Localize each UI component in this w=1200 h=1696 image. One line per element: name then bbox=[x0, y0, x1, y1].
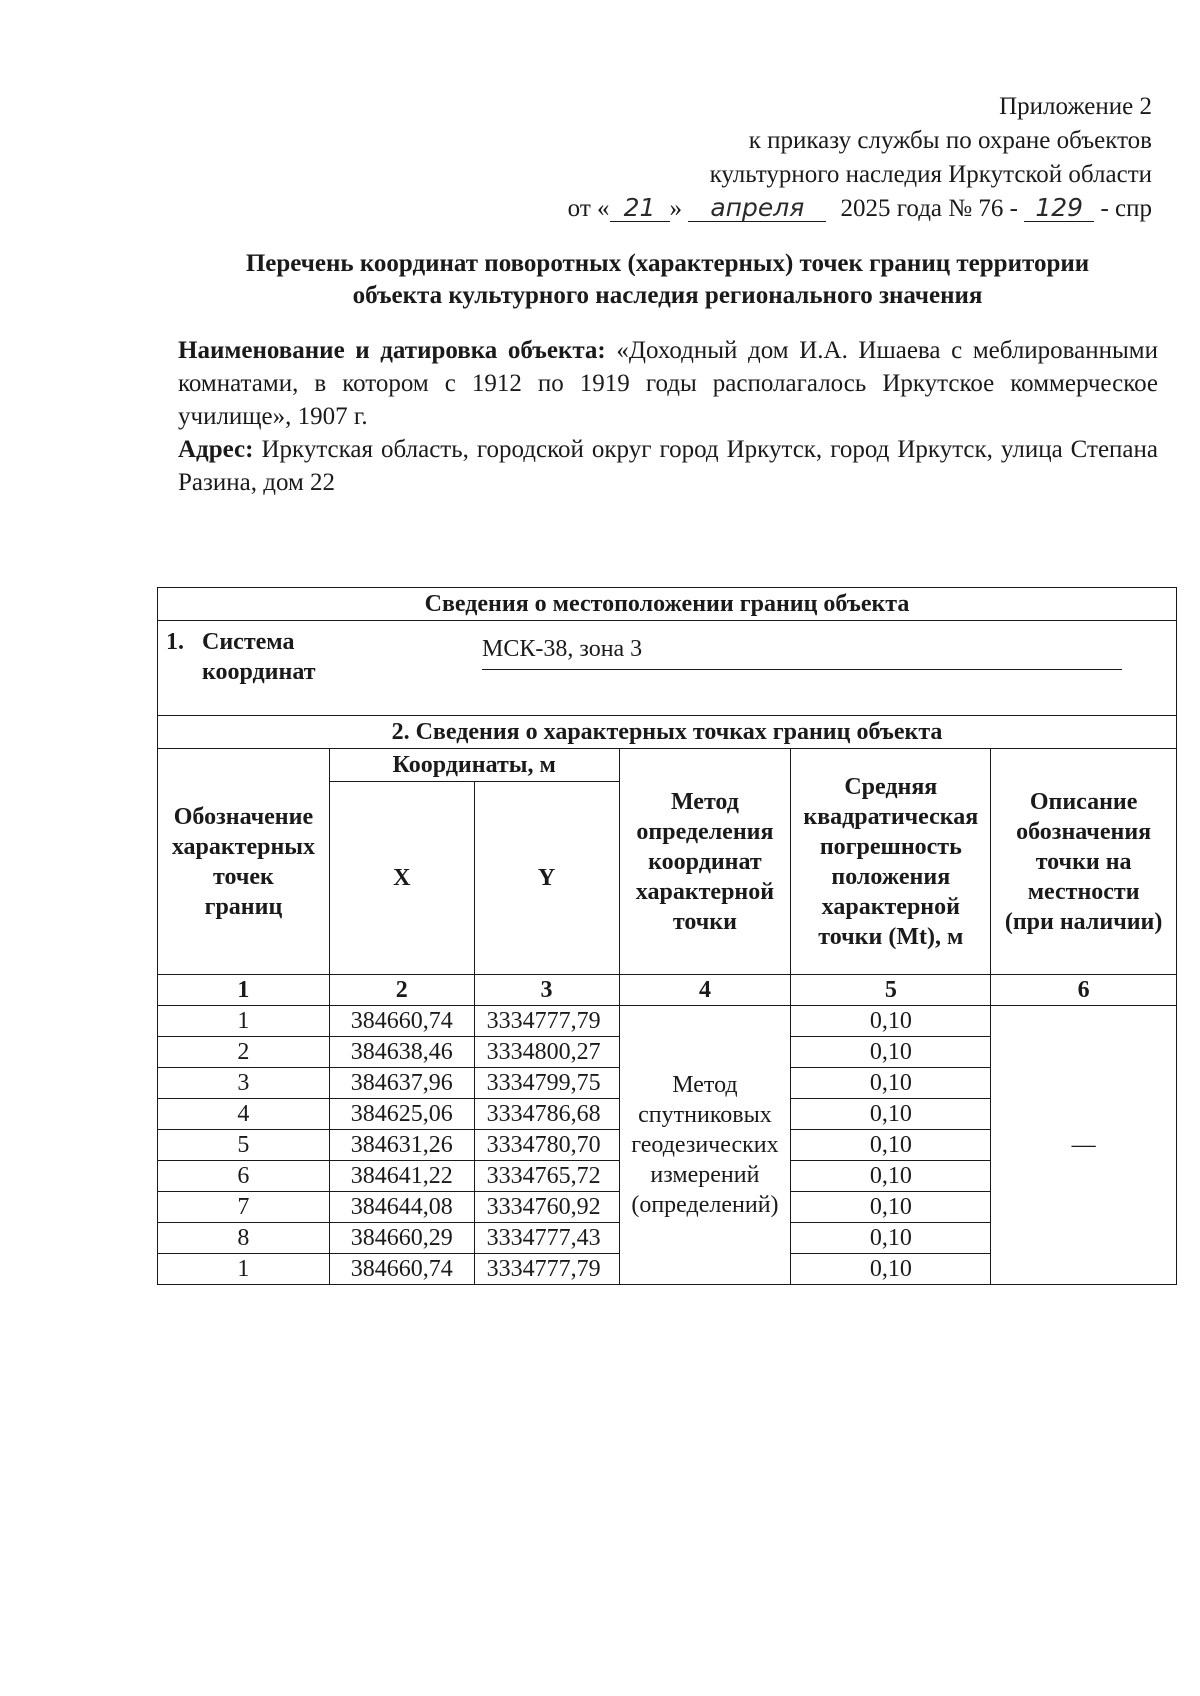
coordinate-system-row bbox=[158, 621, 1177, 716]
coordinate-y: 3334760,92 bbox=[474, 1192, 619, 1223]
order-header bbox=[452, 90, 1152, 226]
handwritten-order-number: 129 bbox=[1024, 195, 1094, 222]
col-error-header: Средняя квадратическая погрешность положения характерной точки (Mt), м bbox=[791, 749, 991, 975]
mean-square-error: 0,10 bbox=[791, 1006, 991, 1037]
coordinate-x: 384637,96 bbox=[329, 1068, 474, 1099]
coordinate-x: 384660,29 bbox=[329, 1223, 474, 1254]
coordinate-x: 384631,26 bbox=[329, 1130, 474, 1161]
coordinate-y: 3334777,43 bbox=[474, 1223, 619, 1254]
mean-square-error: 0,10 bbox=[791, 1161, 991, 1192]
point-designation: 3 bbox=[158, 1068, 330, 1099]
mean-square-error: 0,10 bbox=[791, 1223, 991, 1254]
point-designation: 1 bbox=[158, 1254, 330, 1285]
order-date-number-line bbox=[452, 192, 1152, 226]
coordinate-system-label-1: Система bbox=[202, 629, 295, 655]
mean-square-error: 0,10 bbox=[791, 1099, 991, 1130]
coordinate-y: 3334765,72 bbox=[474, 1161, 619, 1192]
coordinates-table bbox=[157, 587, 1177, 1285]
order-reference-line: к приказу службы по охране объектов bbox=[748, 127, 1152, 154]
table-row bbox=[158, 1006, 1177, 1037]
coordinate-x: 384638,46 bbox=[329, 1037, 474, 1068]
agency-line: культурного наследия Иркутской области bbox=[709, 161, 1152, 188]
col-number-2: 2 bbox=[329, 975, 474, 1006]
mean-square-error: 0,10 bbox=[791, 1254, 991, 1285]
point-designation: 8 bbox=[158, 1223, 330, 1254]
coordinate-x: 384660,74 bbox=[329, 1006, 474, 1037]
coordinate-y: 3334799,75 bbox=[474, 1068, 619, 1099]
col-description-header: Описание обозначения точки на местности (при наличии) bbox=[991, 749, 1177, 975]
title-line-1: Перечень координат поворотных (характерных) точек границ территории bbox=[245, 250, 1090, 277]
column-header-row-1 bbox=[158, 749, 1177, 782]
mean-square-error: 0,10 bbox=[791, 1130, 991, 1161]
col-coordinates-header: Координаты, м bbox=[329, 749, 619, 782]
handwritten-day: 21 bbox=[610, 195, 670, 222]
date-prefix: от « bbox=[567, 195, 610, 222]
col-number-5: 5 bbox=[791, 975, 991, 1006]
section1-title: Сведения о местоположении границ объекта bbox=[158, 588, 1177, 621]
object-name-value: «Доходный дом И.А. Ишаева с меблированными комнатами, в котором с 1912 по 1919 годы располагалось Иркутское коммерческое училище», 1907 г. bbox=[178, 337, 1159, 430]
coordinate-x: 384641,22 bbox=[329, 1161, 474, 1192]
date-suffix: » bbox=[669, 195, 683, 222]
coordinate-system-value: МСК-38, зона 3 bbox=[482, 633, 1122, 670]
coordinate-y: 3334777,79 bbox=[474, 1006, 619, 1037]
col-number-6: 6 bbox=[991, 975, 1177, 1006]
coordinate-y: 3334800,27 bbox=[474, 1037, 619, 1068]
col-method-header: Метод определения координат характерной точки bbox=[619, 749, 791, 975]
section2-header-row bbox=[158, 716, 1177, 749]
order-suffix: - спр bbox=[1100, 195, 1152, 222]
section1-header-row bbox=[158, 588, 1177, 621]
coordinate-y: 3334780,70 bbox=[474, 1130, 619, 1161]
coordinate-system-label-2: координат bbox=[202, 659, 316, 685]
description-cell: — bbox=[991, 1006, 1177, 1285]
col-x-header: X bbox=[329, 782, 474, 975]
address-value: Иркутская область, городской округ город Иркутск, город Иркутск, улица Степана Разина, дом 22 bbox=[178, 436, 1159, 496]
point-designation: 4 bbox=[158, 1099, 330, 1130]
coordinate-system-cell bbox=[158, 621, 1177, 716]
coordinate-x: 384625,06 bbox=[329, 1099, 474, 1130]
address-paragraph bbox=[178, 433, 1158, 499]
section2-title: 2. Сведения о характерных точках границ объекта bbox=[158, 716, 1177, 749]
point-designation: 6 bbox=[158, 1161, 330, 1192]
point-designation: 7 bbox=[158, 1192, 330, 1223]
mean-square-error: 0,10 bbox=[791, 1192, 991, 1223]
point-designation: 1 bbox=[158, 1006, 330, 1037]
mean-square-error: 0,10 bbox=[791, 1068, 991, 1099]
coordinate-y: 3334786,68 bbox=[474, 1099, 619, 1130]
col-number-4: 4 bbox=[619, 975, 791, 1006]
object-name-label: Наименование и датировка объекта: bbox=[178, 337, 606, 364]
point-designation: 2 bbox=[158, 1037, 330, 1068]
col-y-header: Y bbox=[474, 782, 619, 975]
handwritten-month: апреля bbox=[688, 195, 826, 222]
point-designation: 5 bbox=[158, 1130, 330, 1161]
year-order-text: 2025 года № 76 - bbox=[840, 195, 1018, 222]
col-number-1: 1 bbox=[158, 975, 330, 1006]
column-number-row bbox=[158, 975, 1177, 1006]
col-designation-header: Обозначение характерных точек границ bbox=[158, 749, 330, 975]
method-cell: Метод спутниковых геодезических измерений (определений) bbox=[619, 1006, 791, 1285]
coordinate-x: 384644,08 bbox=[329, 1192, 474, 1223]
object-info bbox=[178, 334, 1158, 499]
coordinate-system-label bbox=[166, 627, 316, 687]
mean-square-error: 0,10 bbox=[791, 1037, 991, 1068]
appendix-label: Приложение 2 bbox=[999, 93, 1152, 120]
coordinate-y: 3334777,79 bbox=[474, 1254, 619, 1285]
coordinate-system-number: 1. bbox=[166, 629, 184, 655]
object-name-paragraph bbox=[178, 334, 1158, 433]
title-line-2: объекта культурного наследия регионального значения bbox=[352, 282, 983, 309]
col-number-3: 3 bbox=[474, 975, 619, 1006]
address-label: Адрес: bbox=[178, 436, 254, 463]
document-title bbox=[175, 248, 1160, 312]
coordinate-x: 384660,74 bbox=[329, 1254, 474, 1285]
